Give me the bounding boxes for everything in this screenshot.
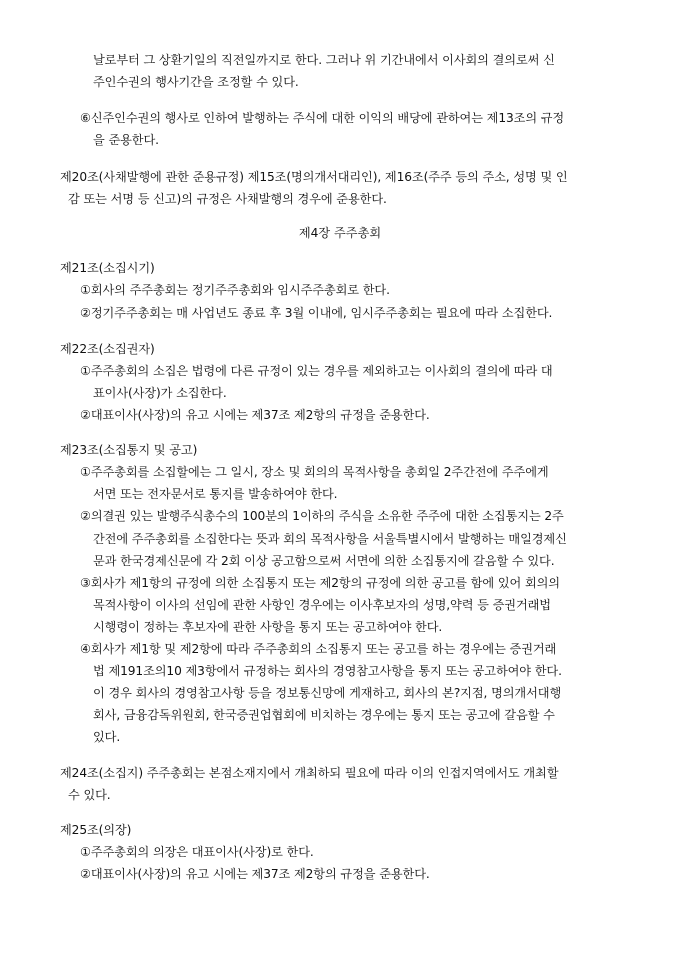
art22-line-1: ①주주총회의 소집은 법령에 다른 규정이 있는 경우를 제외하고는 이사회의 결의에 따라 대 bbox=[80, 363, 553, 378]
art23-heading: 제23조(소집통지 및 공고) bbox=[60, 443, 198, 458]
art22-heading: 제22조(소집권자) bbox=[60, 341, 155, 356]
art23-line-7: 목적사항이 이사의 선임에 관한 사항인 경우에는 이사후보자의 성명,약력 등 증권거래법 bbox=[93, 597, 551, 612]
art23-line-11: 이 경우 회사의 경영참고사항 등을 정보통신망에 게재하고, 회사의 본?지점, 명의개서대행 bbox=[93, 686, 562, 700]
art25-heading: 제25조(의장) bbox=[60, 822, 132, 837]
art22-line-2: 표이사(사장)가 소집한다. bbox=[93, 385, 227, 400]
art22-line-3: ②대표이사(사장)의 유고 시에는 제37조 제2항의 규정을 준용한다. bbox=[80, 407, 430, 422]
art24-line-2: 수 있다. bbox=[68, 787, 111, 802]
art24-line-1: 제24조(소집지) 주주총회는 본점소재지에서 개최하되 필요에 따라 이의 인접지역에서도 개최할 bbox=[60, 765, 559, 780]
art25-line-2: ②대표이사(사장)의 유고 시에는 제37조 제2항의 규정을 준용한다. bbox=[80, 867, 430, 881]
art23-line-5: 문과 한국경제신문에 각 2회 이상 공고함으로써 서면에 의한 소집통지에 갈음할 수 있다. bbox=[93, 553, 555, 568]
art20-line-2: 감 또는 서명 등 신고)의 규정은 사채발행의 경우에 준용한다. bbox=[68, 191, 387, 206]
art23-line-2: 서면 또는 전자문서로 통지를 발송하여야 한다. bbox=[93, 487, 338, 502]
art25-line-1: ①주주총회의 의장은 대표이사(사장)로 한다. bbox=[80, 844, 314, 859]
art21-heading: 제21조(소집시기) bbox=[60, 261, 155, 276]
art21-line-1: ①회사의 주주총회는 정기주주총회와 임시주주총회로 한다. bbox=[80, 283, 390, 298]
chapter-title: 제4장 주주총회 bbox=[298, 226, 382, 240]
art23-line-8: 시행령이 정하는 후보자에 관한 사항을 통지 또는 공고하여야 한다. bbox=[93, 619, 443, 634]
art23-line-12: 회사, 금융감독위원회, 한국증권업협회에 비치하는 경우에는 통지 또는 공고에 갈음할 수 bbox=[93, 708, 555, 723]
art23-line-6: ③회사가 제1항의 규정에 의한 소집통지 또는 제2항의 규정에 의한 공고를 함에 있어 회의의 bbox=[80, 575, 560, 590]
intro-line-4: 을 준용한다. bbox=[93, 133, 159, 148]
art23-line-10: 법 제191조의10 제3항에서 규정하는 회사의 경영참고사항을 통지 또는 공고하여야 한다. bbox=[93, 663, 562, 678]
intro-line-2: 주인수권의 행사기간을 조정할 수 있다. bbox=[93, 75, 299, 90]
intro-line-1: 날로부터 그 상환기일의 직전일까지로 한다. 그러나 위 기간내에서 이사회의 결의로써 신 bbox=[93, 53, 555, 67]
art23-line-3: ②의결권 있는 발행주식총수의 100분의 1이하의 주식을 소유한 주주에 대한 소집통지는 2주 bbox=[80, 509, 564, 524]
art23-line-4: 간전에 주주총회를 소집한다는 뜻과 회의 목적사항을 서울특별시에서 발행하는 매일경제신 bbox=[93, 531, 567, 546]
art20-line-1: 제20조(사채발행에 관한 준용규정) 제15조(명의개서대리인), 제16조(주주 등의 주소, 성명 및 인 bbox=[60, 169, 568, 184]
art23-line-1: ①주주총회를 소집할에는 그 일시, 장소 및 회의의 목적사항을 총회일 2주간전에 주주에게 bbox=[80, 465, 549, 480]
art23-line-9: ④회사가 제1항 및 제2항에 따라 주주총회의 소집통지 또는 공고를 하는 경우에는 증권거래 bbox=[80, 641, 557, 656]
intro-line-3: ⑥신주인수권의 행사로 인하여 발행하는 주식에 대한 이익의 배당에 관하여는 제13조의 규정 bbox=[80, 111, 565, 126]
art21-line-2: ②정기주주총회는 매 사업년도 종료 후 3월 이내에, 임시주주총회는 필요에 따라 소집한다. bbox=[80, 305, 553, 320]
art23-line-13: 있다. bbox=[93, 730, 121, 745]
